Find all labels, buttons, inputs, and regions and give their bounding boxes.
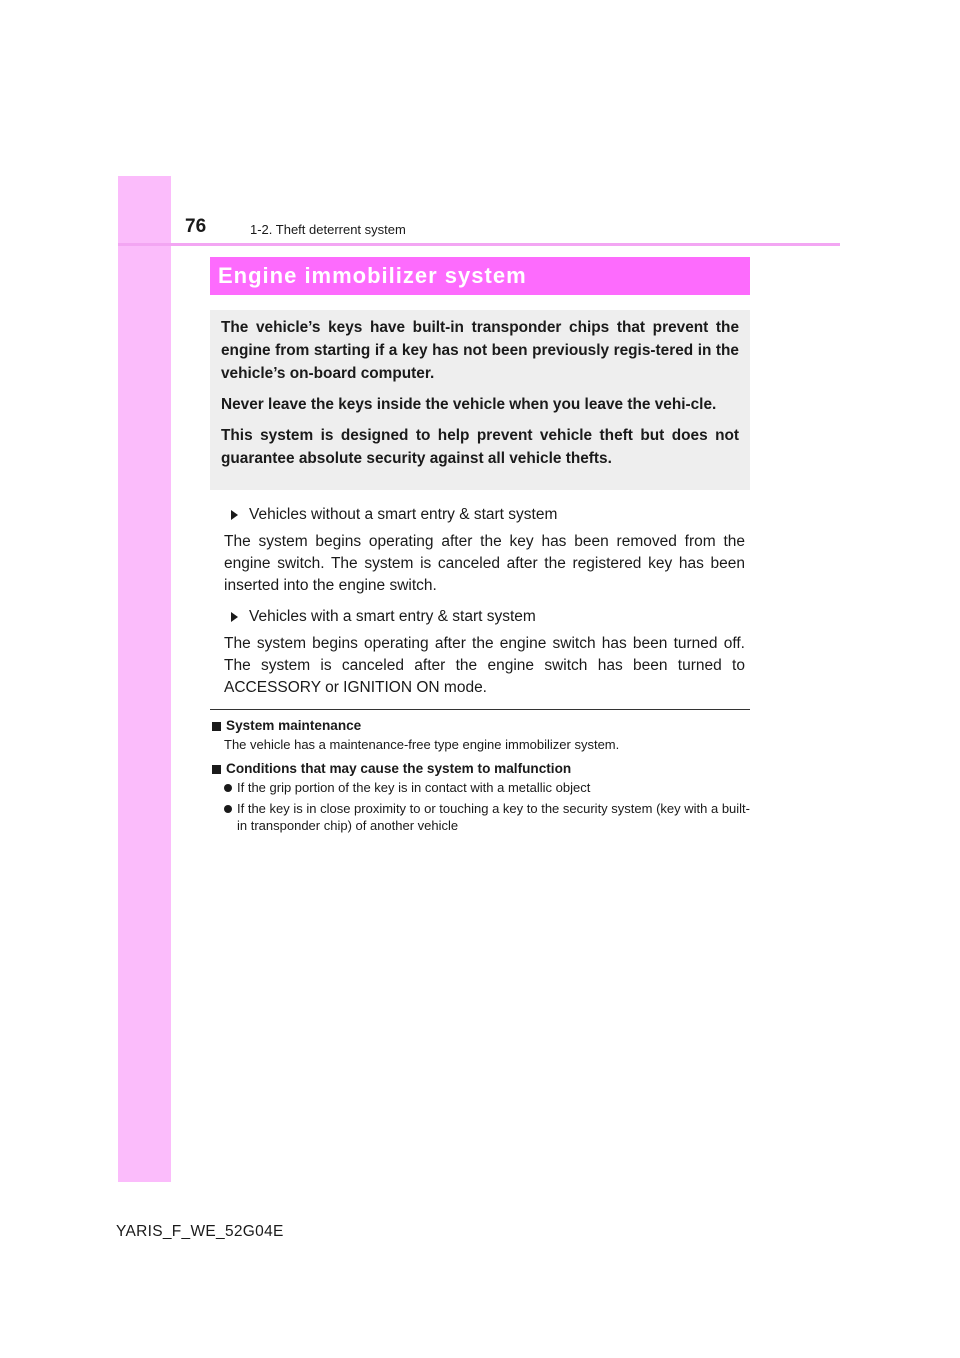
triangle-arrow-icon [231, 612, 238, 622]
subheading-text: Vehicles without a smart entry & start system [249, 506, 558, 523]
header-rule [118, 243, 840, 246]
subheading-text: Vehicles with a smart entry & start system [249, 608, 536, 625]
main-content [224, 503, 745, 707]
chapter-title: 1-2. Theft deterrent system [250, 222, 406, 237]
note-heading [210, 716, 750, 736]
intro-paragraph: Never leave the keys inside the vehicle when you leave the vehi-cle. [221, 396, 717, 413]
note-bullet-text: If the grip portion of the key is in contact with a metallic object [237, 780, 591, 795]
note-heading [210, 759, 750, 779]
note-heading-text: Conditions that may cause the system to malfunction [226, 761, 572, 776]
note-bullet-text: If the key is in close proximity to or touching a key to the security system (key with a built-in transponder chip) of another vehicle [237, 801, 750, 833]
intro-paragraph: The vehicle’s keys have built-in transponder chips that prevent the engine from starting if a key has not been previously regis-tered in the vehicle’s on-board computer. [221, 319, 739, 382]
side-color-band [118, 176, 171, 1182]
section-title: Engine immobilizer system [218, 263, 527, 288]
subheading [224, 503, 745, 527]
subheading [224, 605, 745, 629]
body-paragraph: The system begins operating after the key has been removed from the engine switch. The system is canceled after the registered key has been inserted into the engine switch. [224, 533, 745, 594]
notes-section [210, 716, 750, 838]
body-paragraph: The system begins operating after the engine switch has been turned off. The system is canceled after the engine switch has been turned to ACCESSORY or IGNITION ON mode. [224, 635, 745, 696]
section-divider [210, 709, 750, 710]
intro-paragraph: This system is designed to help prevent vehicle theft but does not guarantee absolute security against all vehicle thefts. [221, 427, 739, 467]
circle-bullet-icon [224, 805, 232, 813]
note-text: The vehicle has a maintenance-free type engine immobilizer system. [224, 737, 620, 752]
circle-bullet-icon [224, 784, 232, 792]
triangle-arrow-icon [231, 510, 238, 520]
note-heading-text: System maintenance [226, 718, 362, 733]
square-bullet-icon [212, 722, 221, 731]
section-title-bar [210, 257, 750, 295]
page-number: 76 [185, 216, 207, 237]
note-bullet [224, 800, 750, 834]
note-bullet [224, 779, 750, 796]
document-code: YARIS_F_WE_52G04E [116, 1223, 284, 1240]
intro-box [210, 310, 750, 490]
square-bullet-icon [212, 765, 221, 774]
